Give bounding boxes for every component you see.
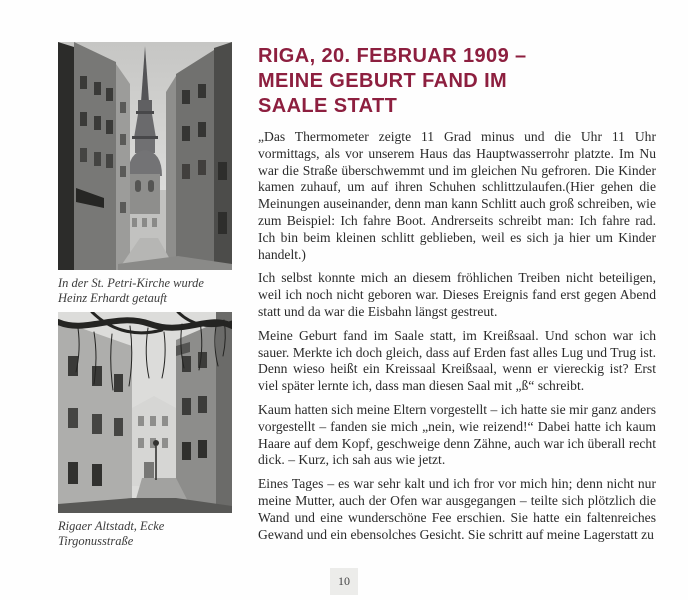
body-paragraph-1: „Das Thermometer zeigte 11 Grad minus und die Uhr 11 Uhr vormittags, als vor unserem Haus das Hauptwasserrohr platzte. Im Nu war die Straße überschwemmt und im gleichen Nu gefroren. Die Kinder kamen zuhauf, um auf ihren Schuhen schlittzulaufen.(Hier gehen die Meinungen auseinander, denn man kann Schlitt auch groß schreiben, wie zum Beispiel: Ich fahre Boot. Andrerseits schreibt man: Ich fahre rad. Ich bin beim kleinen schlitt geblieben, weil es sich ja hier um Kinder handelt.) <box>258 129 656 262</box>
body-text <box>258 129 656 543</box>
body-paragraph-3: Meine Geburt fand im Saale statt, im Kreißsaal. Und schon war ich sauer. Merkte ich doch gleich, dass auf Erden fast alles Lug und Trug ist. Denn wieso heißt ein Kreissaal Kreißsaal, wenn er viereckig ist? Erst viel später lernte ich, dass man diesen Saal mit „ß“ schreibt. <box>258 327 656 394</box>
old-town-street-illustration <box>58 312 232 513</box>
st-petri-church-street-illustration <box>58 42 232 270</box>
old-town-street-photo <box>58 312 232 513</box>
body-paragraph-2: Ich selbst konnte mich an diesem fröhlichen Treiben nicht beteiligen, weil ich noch nicht geboren war. Dieses Ereignis fand erst gegen Abend statt und da war die Eisbahn längst gestreut. <box>258 270 656 319</box>
text-column <box>258 44 656 550</box>
photo-column <box>58 42 232 549</box>
chapter-title-line3: SAALE STATT <box>258 95 398 117</box>
figure-st-petri <box>58 42 232 306</box>
page-number: 10 <box>330 568 358 595</box>
chapter-title-line2: MEINE GEBURT FAND IM <box>258 70 508 92</box>
photo1-caption: In der St. Petri-Kirche wurde Heinz Erhardt getauft <box>58 276 204 305</box>
chapter-title <box>258 44 656 119</box>
body-paragraph-5: Eines Tages – es war sehr kalt und ich fror vor mich hin; denn nicht nur meine Mutter, auch der Ofen war ausgegangen – teilte sich plötzlich die Wand und eine wunderschöne Fee erschien. Sie hatte ein faltenreiches Gewand und ein ebensolches Gesicht. Sie schritt auf meine Lagerstatt zu <box>258 476 656 542</box>
photo2-caption: Rigaer Altstadt, Ecke Tirgonusstraße <box>58 519 165 548</box>
figure-altstadt <box>58 312 232 549</box>
st-petri-church-street-photo <box>58 42 232 270</box>
body-paragraph-4: Kaum hatten sich meine Eltern vorgestellt – ich hatte sie mir ganz anders vorgestellt – fanden sie mich „nein, wie reizend!“ Dabei hatte ich kaum Haare auf dem Kopf, geschweige denn Zähne, auch war ich überall recht dick. – Kurz, ich sah aus wie jetzt. <box>258 401 656 468</box>
chapter-title-line1: RIGA, 20. FEBRUAR 1909 – <box>258 45 527 67</box>
